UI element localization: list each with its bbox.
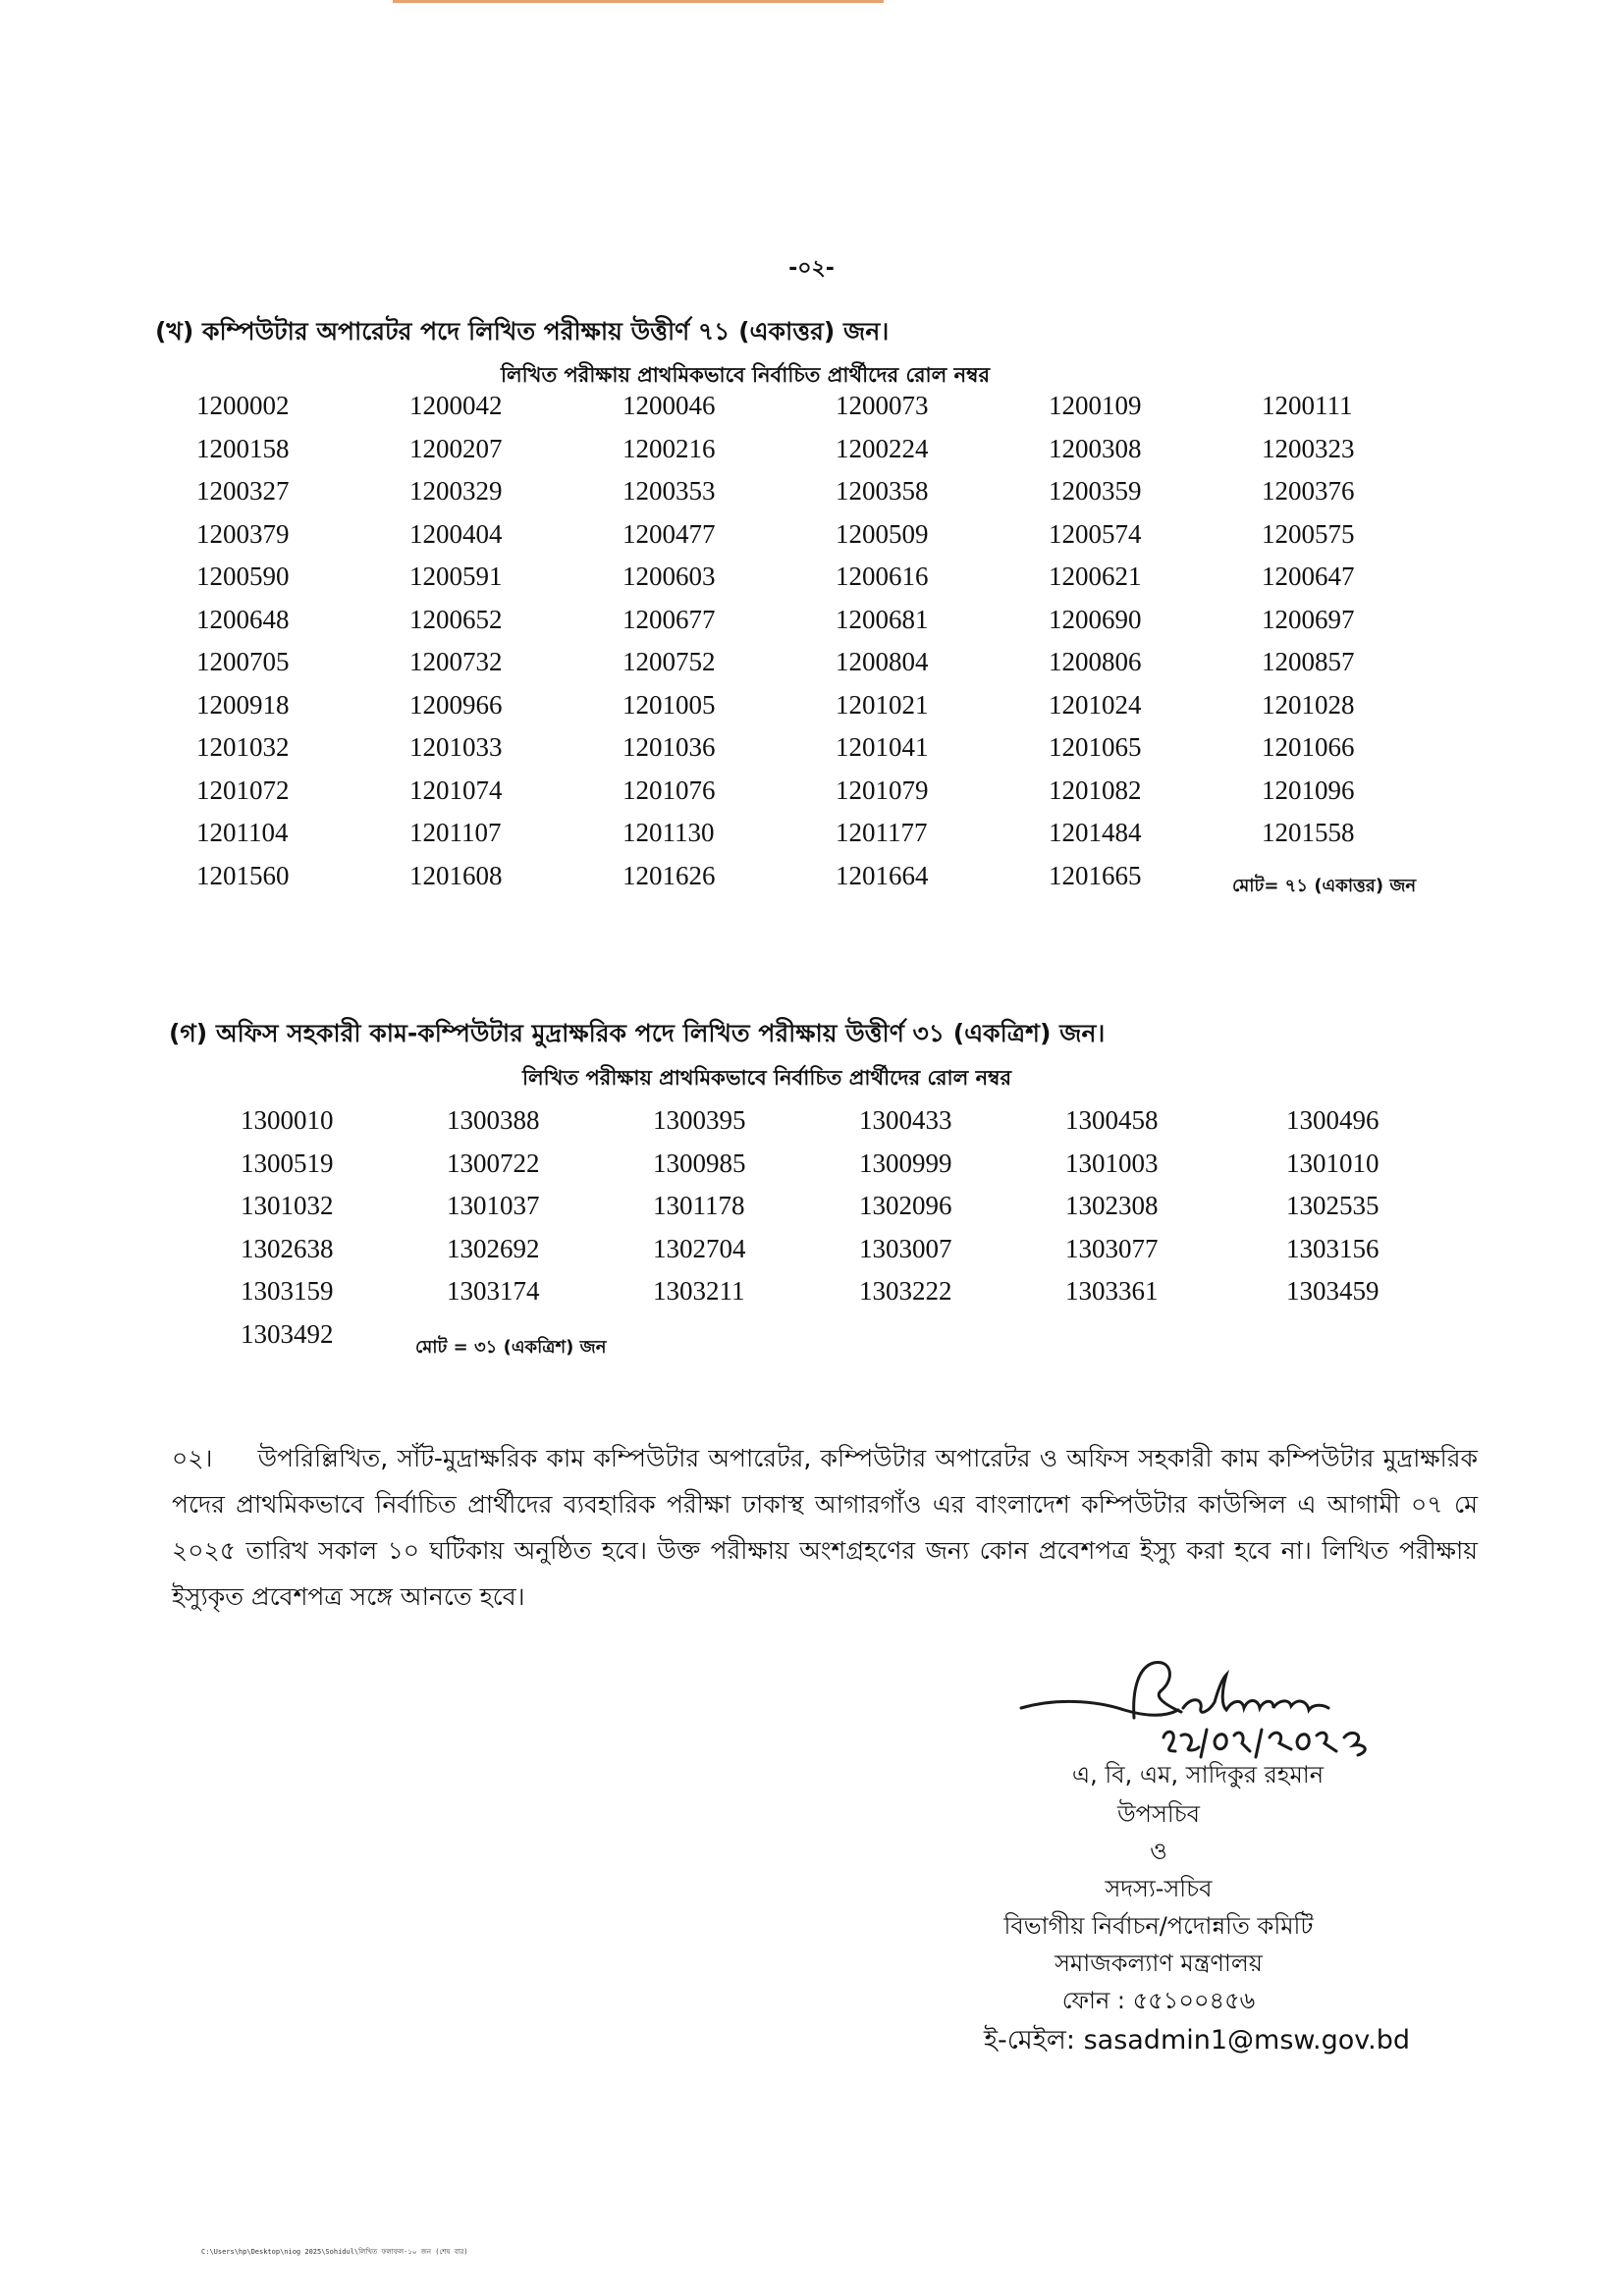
roll-number: 1303007 bbox=[859, 1233, 952, 1263]
section-ga-roll-table bbox=[241, 1105, 1468, 1362]
roll-number: 1200207 bbox=[409, 433, 503, 463]
roll-number: 1302692 bbox=[447, 1233, 540, 1263]
roll-number: 1200327 bbox=[196, 476, 290, 506]
roll-number: 1201033 bbox=[409, 732, 503, 762]
roll-number: 1200857 bbox=[1262, 647, 1355, 676]
roll-number: 1300395 bbox=[653, 1105, 746, 1135]
roll-number: 1200690 bbox=[1049, 604, 1142, 634]
roll-number: 1200603 bbox=[622, 561, 716, 591]
roll-number: 1200404 bbox=[409, 518, 503, 549]
roll-number: 1301037 bbox=[447, 1191, 540, 1220]
signatory-name: এ, বি, এম, সাদিকুর রহমান bbox=[1071, 1761, 1325, 1789]
roll-number: 1200681 bbox=[836, 604, 929, 634]
roll-number: 1300519 bbox=[241, 1148, 334, 1178]
roll-number: 1302096 bbox=[859, 1191, 952, 1220]
roll-number: 1200752 bbox=[622, 647, 716, 676]
roll-number: 1303174 bbox=[447, 1276, 540, 1306]
section-kha-roll-table bbox=[196, 391, 1463, 903]
roll-number: 1200677 bbox=[622, 604, 716, 634]
roll-number: 1200073 bbox=[836, 391, 929, 420]
roll-number: 1300458 bbox=[1065, 1105, 1159, 1135]
roll-number: 1201665 bbox=[1049, 860, 1142, 890]
roll-number: 1201484 bbox=[1049, 818, 1142, 847]
roll-number: 1201608 bbox=[409, 860, 503, 890]
roll-number: 1300985 bbox=[653, 1148, 746, 1178]
roll-number: 1200109 bbox=[1049, 391, 1142, 420]
roll-number: 1200224 bbox=[836, 433, 929, 463]
roll-number: 1201066 bbox=[1262, 732, 1355, 762]
roll-number: 1300722 bbox=[447, 1148, 540, 1178]
roll-number: 1200647 bbox=[1262, 561, 1355, 591]
roll-number: 1300388 bbox=[447, 1105, 540, 1135]
roll-number: 1303361 bbox=[1065, 1276, 1159, 1306]
roll-number: 1201082 bbox=[1049, 774, 1142, 805]
roll-number: 1201104 bbox=[196, 818, 289, 847]
roll-number: 1201096 bbox=[1262, 774, 1355, 805]
roll-number: 1200329 bbox=[409, 476, 503, 506]
signatory-and: ও bbox=[1150, 1838, 1167, 1865]
roll-number: 1200806 bbox=[1049, 647, 1142, 676]
roll-number: 1303211 bbox=[653, 1276, 745, 1306]
roll-number: 1301032 bbox=[241, 1191, 334, 1220]
roll-number: 1200379 bbox=[196, 518, 290, 549]
roll-number: 1201107 bbox=[409, 818, 502, 847]
roll-number: 1302308 bbox=[1065, 1191, 1159, 1220]
roll-number: 1201664 bbox=[836, 860, 929, 890]
roll-number: 1301010 bbox=[1286, 1148, 1380, 1178]
roll-number: 1201032 bbox=[196, 732, 290, 762]
roll-number: 1200042 bbox=[409, 391, 503, 420]
section-ga-heading: (গ) অফিস সহকারী কাম-কম্পিউটার মুদ্রাক্ষরিক পদে লিখিত পরীক্ষায় উত্তীর্ণ ৩১ (একত্রিশ) জন। bbox=[169, 1019, 1106, 1047]
committee-name: বিভাগীয় নির্বাচন/পদোন্নতি কমিটি bbox=[1003, 1912, 1314, 1940]
roll-number: 1200359 bbox=[1049, 476, 1142, 506]
handwritten-signature bbox=[1016, 1649, 1409, 1767]
roll-number: 1201626 bbox=[622, 860, 716, 890]
email-address: ই-মেইল: sasadmin1@msw.gov.bd bbox=[984, 2025, 1410, 2056]
roll-number: 1201065 bbox=[1049, 732, 1142, 762]
roll-number: 1200621 bbox=[1049, 561, 1142, 591]
roll-number: 1200308 bbox=[1049, 433, 1142, 463]
section-kha-subheading: লিখিত পরীক্ষায় প্রাথমিকভাবে নির্বাচিত প্রার্থীদের রোল নম্বর bbox=[501, 363, 991, 387]
roll-number: 1200111 bbox=[1262, 391, 1353, 420]
roll-number: 1201072 bbox=[196, 774, 290, 805]
notice-paragraph bbox=[172, 1435, 1478, 1620]
roll-number: 1201177 bbox=[836, 818, 928, 847]
roll-number: 1201036 bbox=[622, 732, 716, 762]
roll-number: 1200804 bbox=[836, 647, 929, 676]
roll-number: 1200616 bbox=[836, 561, 929, 591]
roll-number: 1303222 bbox=[859, 1276, 952, 1306]
file-path-footer: C:\Users\hp\Desktop\niog 2025\Sohidul\লিখিত ফলাফল-১০ জন (শেষ বার) bbox=[201, 2248, 468, 2256]
section-kha-total: মোট= ৭১ (একাত্তর) জন bbox=[1232, 876, 1417, 896]
roll-number: 1303077 bbox=[1065, 1233, 1159, 1263]
roll-number: 1200353 bbox=[622, 476, 716, 506]
roll-number: 1200575 bbox=[1262, 518, 1355, 549]
roll-number: 1201024 bbox=[1049, 689, 1142, 720]
roll-number: 1201558 bbox=[1262, 818, 1355, 847]
page-number: -০২- bbox=[788, 256, 835, 281]
roll-number: 1200002 bbox=[196, 391, 290, 420]
signatory-title: উপসচিব bbox=[1116, 1800, 1201, 1828]
roll-number: 1302638 bbox=[241, 1233, 334, 1263]
roll-number: 1200590 bbox=[196, 561, 290, 591]
section-ga-subheading: লিখিত পরীক্ষায় প্রাথমিকভাবে নির্বাচিত প্রার্থীদের রোল নম্বর bbox=[522, 1066, 1012, 1090]
roll-number: 1200652 bbox=[409, 604, 503, 634]
signatory-role: সদস্য-সচিব bbox=[1105, 1875, 1213, 1902]
roll-number: 1300010 bbox=[241, 1105, 334, 1135]
roll-number: 1201076 bbox=[622, 774, 716, 805]
roll-number: 1201560 bbox=[196, 860, 290, 890]
roll-number: 1300433 bbox=[859, 1105, 952, 1135]
roll-number: 1201028 bbox=[1262, 689, 1355, 720]
roll-number: 1201130 bbox=[622, 818, 715, 847]
roll-number: 1303492 bbox=[241, 1318, 334, 1349]
roll-number: 1301178 bbox=[653, 1191, 745, 1220]
roll-number: 1302535 bbox=[1286, 1191, 1380, 1220]
ministry-name: সমাজকল্যাণ মন্ত্রণালয় bbox=[1055, 1949, 1263, 1977]
section-ga-total: মোট = ৩১ (একত্রিশ) জন bbox=[415, 1337, 607, 1358]
roll-number: 1200918 bbox=[196, 689, 290, 720]
roll-number: 1303156 bbox=[1286, 1233, 1380, 1263]
roll-number: 1200966 bbox=[409, 689, 503, 720]
top-edge-strip bbox=[393, 0, 884, 3]
roll-number: 1301003 bbox=[1065, 1148, 1159, 1178]
roll-number: 1302704 bbox=[653, 1233, 746, 1263]
roll-number: 1200323 bbox=[1262, 433, 1355, 463]
roll-number: 1303459 bbox=[1286, 1276, 1380, 1306]
section-kha-heading: (খ) কম্পিউটার অপারেটর পদে লিখিত পরীক্ষায় উত্তীর্ণ ৭১ (একাত্তর) জন। bbox=[155, 317, 890, 346]
roll-number: 1200648 bbox=[196, 604, 290, 634]
roll-number: 1200591 bbox=[409, 561, 503, 591]
roll-number: 1200158 bbox=[196, 433, 290, 463]
roll-number: 1200574 bbox=[1049, 518, 1142, 549]
phone-number: ফোন : ৫৫১০০৪৫৬ bbox=[1061, 1987, 1256, 2014]
roll-number: 1201079 bbox=[836, 774, 929, 805]
roll-number: 1200509 bbox=[836, 518, 929, 549]
roll-number: 1200697 bbox=[1262, 604, 1355, 634]
roll-number: 1201021 bbox=[836, 689, 929, 720]
roll-number: 1200046 bbox=[622, 391, 716, 420]
roll-number: 1201041 bbox=[836, 732, 929, 762]
roll-number: 1200732 bbox=[409, 647, 503, 676]
roll-number: 1201074 bbox=[409, 774, 503, 805]
notice-text: উপরিল্লিখিত, সাঁট-মুদ্রাক্ষরিক কাম কম্পিউটার অপারেটর, কম্পিউটার অপারেটর ও অফিস সহকারী কাম কম্পিউটার মুদ্রাক্ষরিক পদের প্রাথমিকভাবে নির্বাচিত প্রার্থীদের ব্যবহারিক পরীক্ষা ঢাকাস্থ আগারগাঁও এর বাংলাদেশ কম্পিউটার কাউন্সিল এ আগামী ০৭ মে ২০২৫ তারিখ সকাল ১০ ঘটিকায় অনুষ্ঠিত হবে। উক্ত পরীক্ষায় অংশগ্রহণের জন্য কোন প্রবেশপত্র ইস্যু করা হবে না। লিখিত পরীক্ষায় ইস্যুকৃত প্রবেশপত্র সঙ্গে আনতে হবে। bbox=[172, 1444, 1479, 1611]
roll-number: 1200705 bbox=[196, 647, 290, 676]
roll-number: 1200216 bbox=[622, 433, 716, 463]
roll-number: 1300999 bbox=[859, 1148, 952, 1178]
notice-number: ০২। bbox=[172, 1444, 213, 1472]
roll-number: 1300496 bbox=[1286, 1105, 1380, 1135]
roll-number: 1200376 bbox=[1262, 476, 1355, 506]
roll-number: 1200477 bbox=[622, 518, 716, 549]
roll-number: 1200358 bbox=[836, 476, 929, 506]
roll-number: 1303159 bbox=[241, 1276, 334, 1306]
roll-number: 1201005 bbox=[622, 689, 716, 720]
